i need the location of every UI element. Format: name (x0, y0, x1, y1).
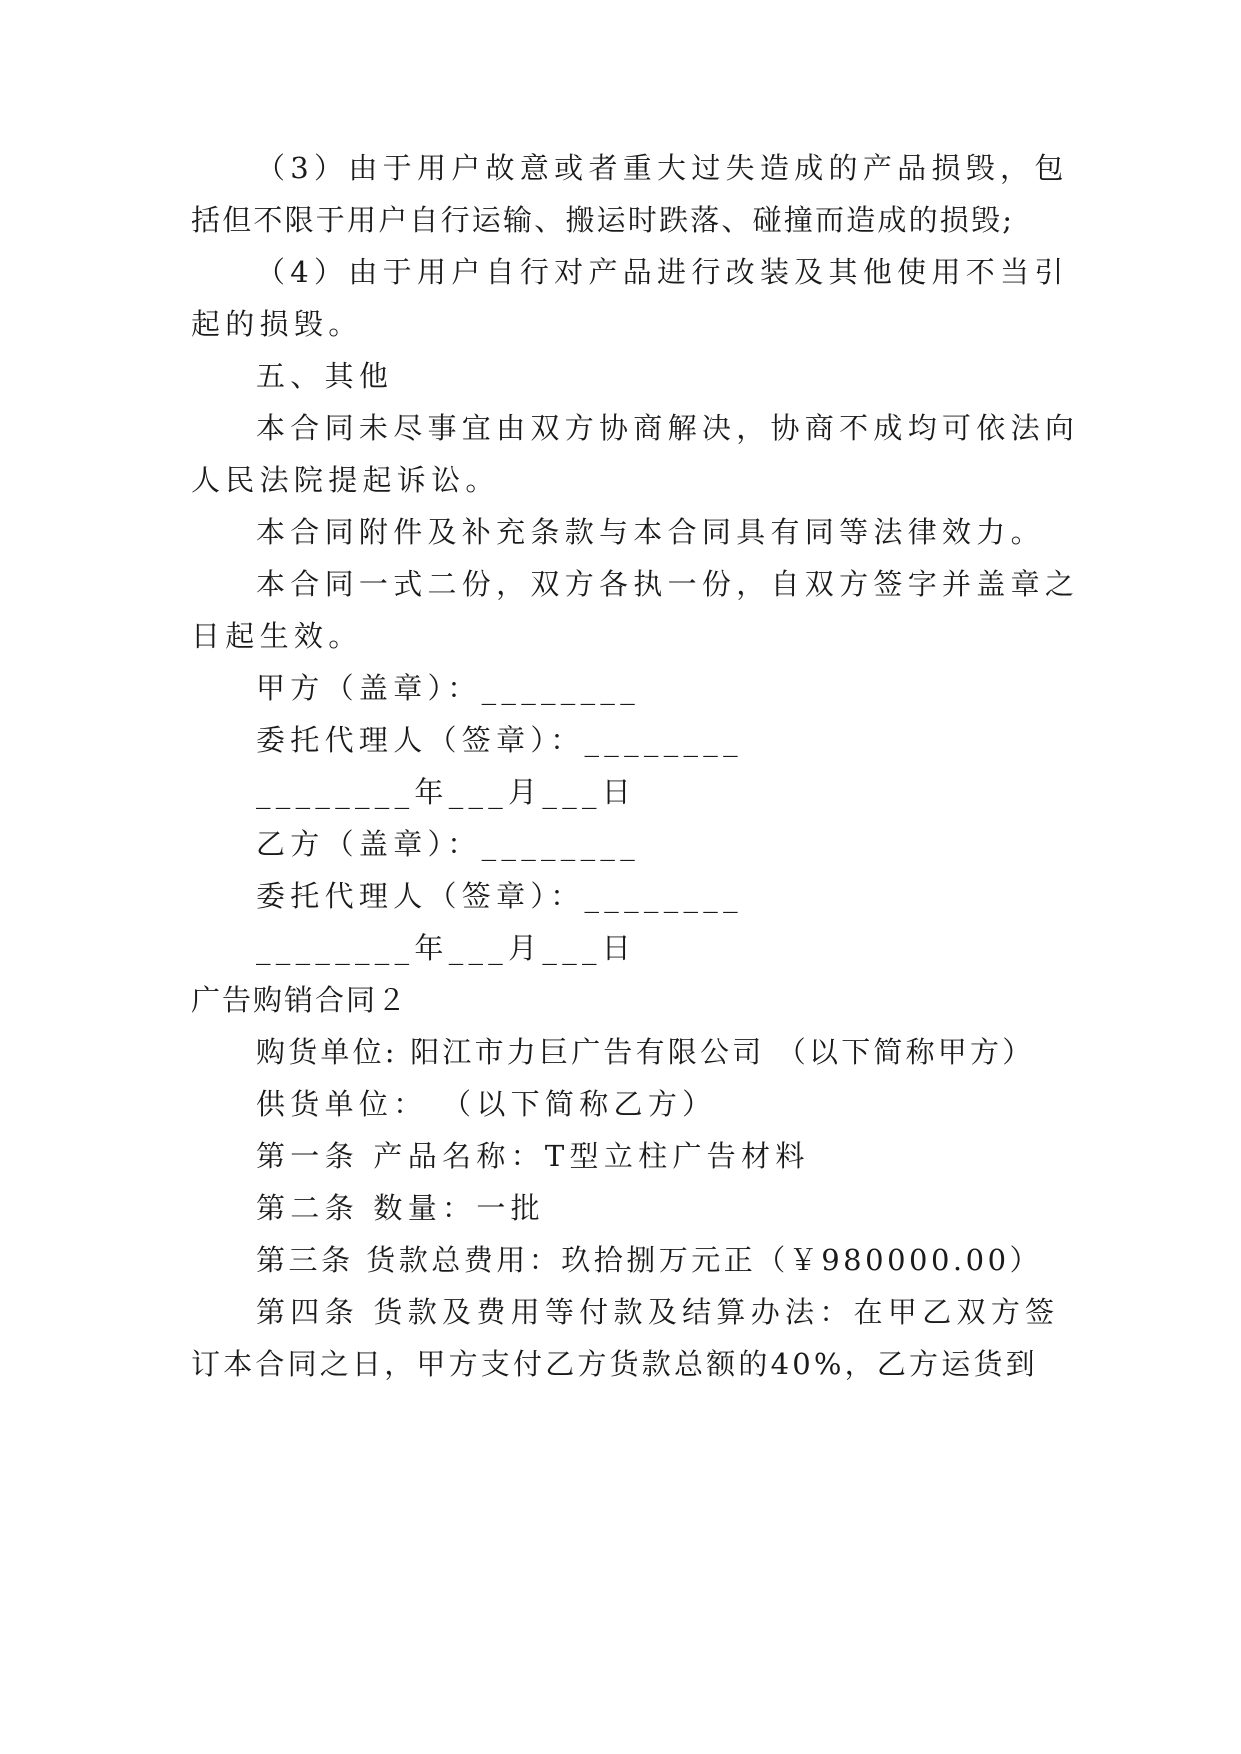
article-1-product: 第一条 产品名称：T型立柱广告材料 (256, 1139, 810, 1173)
clause-4-line-2: 起的损毁。 (191, 307, 363, 341)
buyer-line: 购货单位: 阳江市力巨广告有限公司 （以下简称甲方） (256, 1035, 1035, 1069)
article-3-total: 第三条 货款总费用：玖拾捌万元正（￥980000.00） (256, 1243, 1043, 1277)
party-b-seal: 乙方（盖章）：________ (256, 827, 641, 861)
attachments-clause: 本合同附件及补充条款与本合同具有同等法律效力。 (256, 515, 1045, 549)
party-a-date: ________年___月___日 (256, 775, 637, 809)
disputes-line-1: 本合同未尽事宜由双方协商解决，协商不成均可依法向 (256, 411, 1080, 445)
clause-4-line-1: （4）由于用户自行对产品进行改装及其他使用不当引 (256, 255, 1069, 289)
party-b-agent: 委托代理人（签章）：________ (256, 879, 743, 913)
copies-line-2: 日起生效。 (191, 619, 363, 653)
copies-line-1: 本合同一式二份，双方各执一份，自双方签字并盖章之 (256, 567, 1080, 601)
party-a-seal: 甲方（盖章）：________ (256, 671, 641, 705)
article-2-quantity: 第二条 数量：一批 (256, 1191, 545, 1225)
clause-3-line-1: （3）由于用户故意或者重大过失造成的产品损毁，包 (256, 151, 1069, 185)
clause-3-line-2: 括但不限于用户自行运输、搬运时跌落、碰撞而造成的损毁; (191, 203, 1015, 237)
document-title-2: 广告购销合同２ (191, 983, 409, 1017)
section-heading-others: 五、其他 (256, 359, 394, 393)
party-b-date: ________年___月___日 (256, 931, 637, 965)
disputes-line-2: 人民法院提起诉讼。 (191, 463, 500, 497)
party-a-agent: 委托代理人（签章）：________ (256, 723, 743, 757)
supplier-line: 供货单位： （以下简称乙方） (256, 1087, 717, 1121)
article-4-line-1: 第四条 货款及费用等付款及结算办法：在甲乙双方签 (256, 1295, 1060, 1329)
article-4-line-2: 订本合同之日，甲方支付乙方货款总额的40%，乙方运货到 (191, 1347, 1038, 1381)
